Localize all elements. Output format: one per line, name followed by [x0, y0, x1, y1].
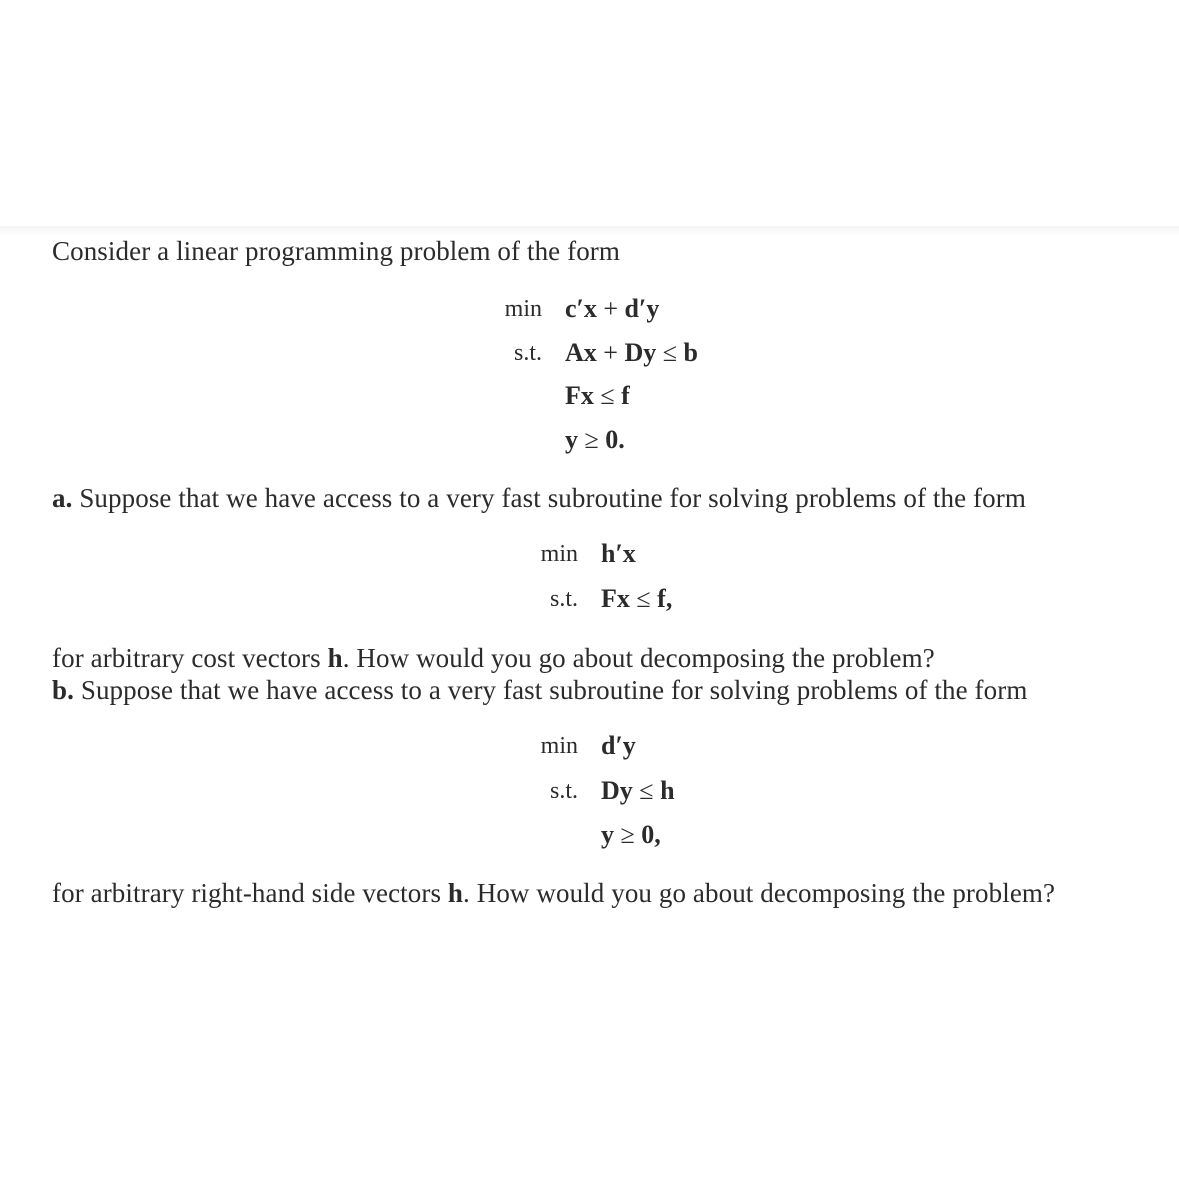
part-b-follow-vector: h [447, 878, 464, 908]
part-b-follow-prefix: for arbitrary right-hand side vectors [52, 878, 448, 908]
part-b-text [52, 673, 1027, 707]
part-a-label: a. [52, 483, 73, 513]
part-b-min-keyword: min [540, 733, 578, 759]
main-constraint-3: y ≥ 0. [565, 425, 625, 454]
part-b-follow-suffix: . How would you go about decomposing the problem? [463, 878, 1056, 908]
part-a-objective: h′x [601, 539, 636, 568]
part-b-objective: d′y [601, 731, 636, 760]
part-a-min-keyword: min [540, 541, 578, 567]
main-constraint-1: Ax + Dy ≤ b [565, 338, 698, 367]
part-b-constraint-2: y ≥ 0, [601, 820, 661, 849]
part-a-followup [52, 641, 935, 675]
part-a-follow-vector: h [327, 643, 343, 673]
intro-text: Consider a linear programming problem of the form [52, 236, 620, 266]
main-objective: c′x + d′y [565, 294, 660, 323]
part-a-follow-suffix: . How would you go about decomposing the problem? [342, 643, 935, 673]
part-a-text [52, 481, 1026, 515]
part-a-body: Suppose that we have access to a very fast subroutine for solving problems of the form [79, 483, 1026, 513]
part-b-label: b. [52, 675, 74, 705]
part-b-st-keyword: s.t. [549, 778, 578, 804]
main-min-keyword: min [504, 296, 542, 322]
part-a-constraint-1: Fx ≤ f, [601, 584, 673, 613]
part-b-constraint-1: Dy ≤ h [601, 776, 675, 805]
main-st-keyword: s.t. [513, 340, 542, 366]
part-a-follow-prefix: for arbitrary cost vectors [52, 643, 328, 673]
part-a-st-keyword: s.t. [549, 586, 578, 612]
part-b-body: Suppose that we have access to a very fast subroutine for solving problems of the form [80, 675, 1028, 705]
part-b-followup [52, 876, 1055, 910]
main-constraint-2: Fx ≤ f [565, 381, 630, 410]
